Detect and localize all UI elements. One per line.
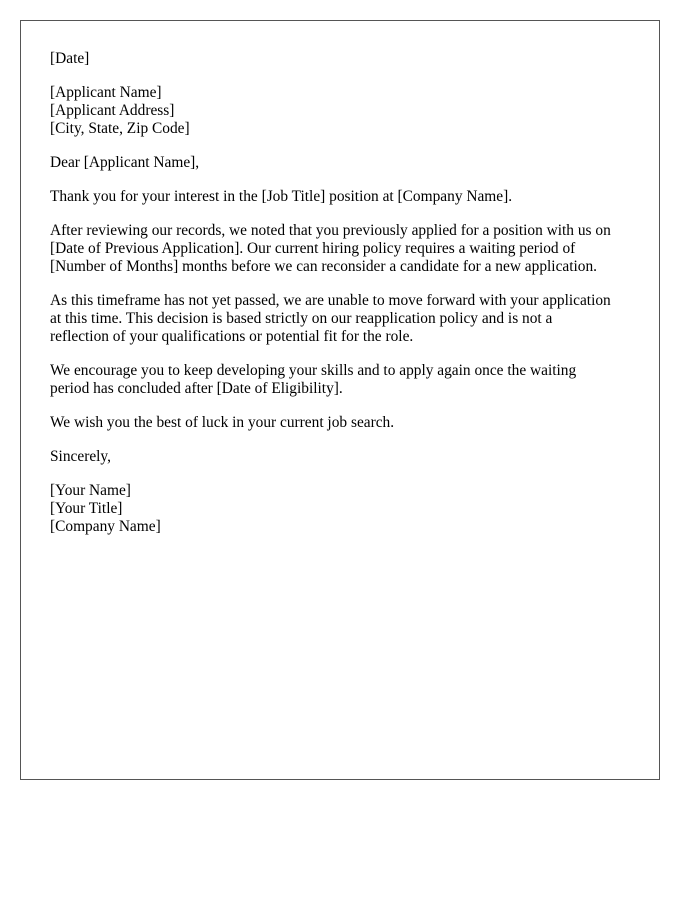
paragraph-line: After reviewing our records, we noted that you previously applied for a position with us on [50, 222, 611, 239]
paragraph-line: We wish you the best of luck in your current job search. [50, 414, 395, 431]
signature-title: [Your Title] [50, 500, 123, 517]
recipient-city-state-zip: [City, State, Zip Code] [50, 120, 190, 137]
closing: Sincerely, [50, 448, 111, 465]
salutation-block [50, 154, 644, 172]
signature-block [50, 482, 644, 536]
paragraph-wishes [50, 414, 644, 432]
paragraph-line: period has concluded after [Date of Eligibility]. [50, 380, 343, 397]
paragraph-thanks [50, 188, 644, 206]
paragraph-encouragement [50, 362, 644, 398]
paragraph-line: [Date of Previous Application]. Our current hiring policy requires a waiting period of [50, 240, 576, 257]
letter-body [50, 50, 644, 552]
paragraph-line: [Number of Months] months before we can reconsider a candidate for a new application. [50, 258, 598, 275]
letter-page [20, 20, 660, 780]
salutation: Dear [Applicant Name], [50, 154, 200, 171]
closing-block [50, 448, 644, 466]
recipient-name: [Applicant Name] [50, 84, 162, 101]
paragraph-line: Thank you for your interest in the [Job Title] position at [Company Name]. [50, 188, 513, 205]
paragraph-line: at this time. This decision is based strictly on our reapplication policy and is not a [50, 310, 553, 327]
signature-company: [Company Name] [50, 518, 161, 535]
paragraph-line: We encourage you to keep developing your skills and to apply again once the waiting [50, 362, 577, 379]
paragraph-previous-application [50, 222, 644, 276]
signature-name: [Your Name] [50, 482, 131, 499]
paragraph-line: reflection of your qualifications or potential fit for the role. [50, 328, 414, 345]
recipient-address [50, 84, 644, 138]
paragraph-line: As this timeframe has not yet passed, we are unable to move forward with your application [50, 292, 611, 309]
paragraph-decision [50, 292, 644, 346]
letter-date: [Date] [50, 50, 90, 67]
recipient-street: [Applicant Address] [50, 102, 175, 119]
letter-date-block [50, 50, 644, 68]
